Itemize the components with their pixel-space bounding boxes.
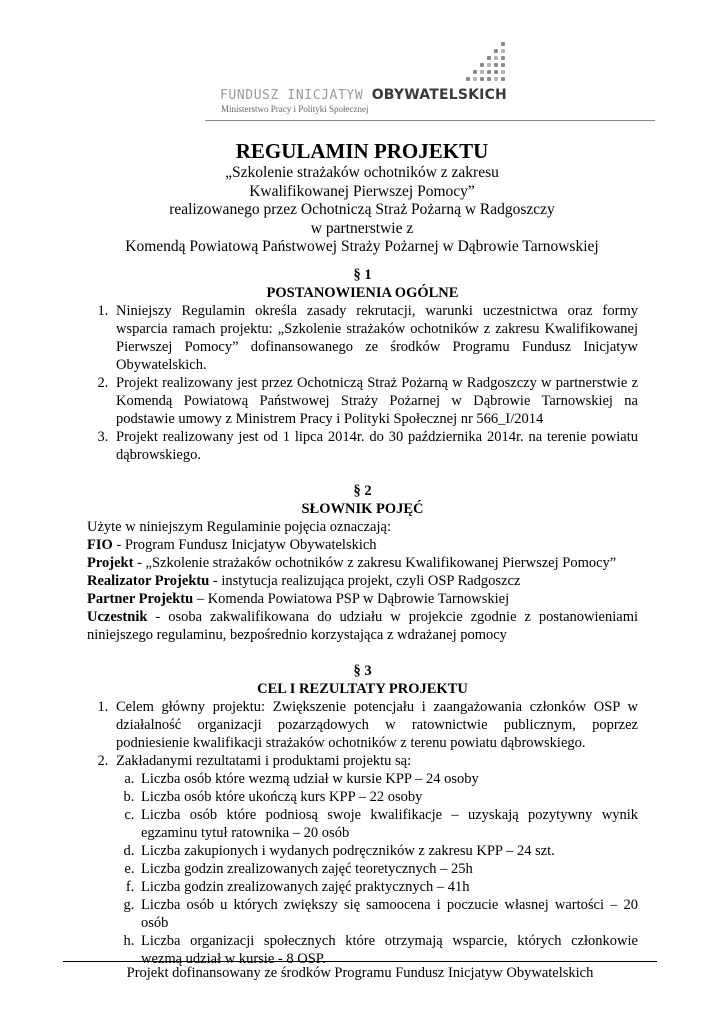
- logo-light-text: FUNDUSZ INICJATYW: [220, 88, 372, 103]
- logo-dot: [501, 42, 505, 46]
- results-intro: Zakładanymi rezultatami i produktami projektu są:: [116, 753, 412, 769]
- logo-dot: [487, 77, 491, 81]
- logo-subtitle: Ministerstwo Pracy i Polityki Społecznej: [221, 104, 369, 114]
- section-3-list: [87, 698, 638, 968]
- section-2: [87, 482, 638, 644]
- logo-dots-icon: [466, 42, 506, 82]
- subtitle-line: Kwalifikowanej Pierwszej Pomocy”: [249, 182, 475, 200]
- section-number: § 2: [353, 483, 372, 499]
- list-item: 1. Celem główny projektu: Zwiększenie potencjału i zaangażowania członków OSP w działalność organizacji pozarządowych w ratownictwie publicznym, poprzez podniesienie kwalifikacji strażaków ochotników z terenu powiatu dąbrowskiego.: [112, 698, 638, 752]
- logo-dot: [473, 70, 477, 74]
- glossary-term: Partner Projektu: [87, 591, 194, 607]
- result-item: c. Liczba osób które podniosą swoje kwalifikacje – uzyskają pozytywny wynik egzaminu tytuł ratownika – 20 osób: [138, 806, 638, 842]
- result-item: d. Liczba zakupionych i wydanych podręczników z zakresu KPP – 24 szt.: [138, 842, 638, 860]
- glossary-definition: - Program Fundusz Inicjatyw Obywatelskich: [112, 537, 377, 553]
- glossary-definition: – Komenda Powiatowa PSP w Dąbrowie Tarnowskiej: [193, 591, 510, 607]
- subtitle-line: w partnerstwie z: [310, 219, 414, 237]
- glossary-term: Realizator Projektu: [87, 573, 210, 589]
- title-block: [90, 138, 634, 257]
- footer-note: Projekt dofinansowany ze środków Programu Fundusz Inicjatyw Obywatelskich: [126, 965, 594, 981]
- list-item: [112, 752, 638, 968]
- header-divider: [205, 120, 655, 121]
- subtitle-line: „Szkolenie strażaków ochotników z zakresu: [225, 164, 499, 181]
- logo-dot: [480, 63, 484, 67]
- glossary-term: Projekt: [87, 555, 134, 571]
- glossary-definition: - instytucja realizująca projekt, czyli OSP Radgoszcz: [209, 573, 521, 589]
- fio-logo: [220, 86, 510, 104]
- subtitle-line: realizowanego przez Ochotniczą Straż Pożarną w Radgoszczy: [169, 201, 555, 218]
- logo-dot: [487, 63, 491, 67]
- result-item: b. Liczba osób które ukończą kurs KPP – 22 osoby: [138, 788, 638, 806]
- document-body: [87, 266, 638, 968]
- footer-divider: [63, 961, 657, 962]
- logo-bold-text: OBYWATELSKICH: [371, 87, 507, 103]
- glossary-term: Uczestnik: [87, 609, 148, 625]
- document-title: REGULAMIN PROJEKTU: [235, 139, 489, 163]
- results-list: [116, 770, 638, 968]
- glossary-entry: [87, 554, 638, 572]
- section-number: § 1: [353, 267, 372, 283]
- logo-dot: [480, 77, 484, 81]
- logo-dot: [487, 56, 491, 60]
- logo-dot: [501, 49, 505, 53]
- glossary-term: FIO: [87, 537, 113, 553]
- list-item: 3. Projekt realizowany jest od 1 lipca 2014r. do 30 października 2014r. na terenie powiatu dąbrowskiego.: [112, 428, 638, 464]
- section-title: CEL I REZULTATY PROJEKTU: [257, 681, 468, 697]
- logo-dot: [494, 63, 498, 67]
- logo-dot: [473, 77, 477, 81]
- list-item: 1. Niniejszy Regulamin określa zasady rekrutacji, warunki uczestnictwa oraz formy wsparcia ramach projektu: „Szkolenie strażaków ochotników z zakresu Kwalifikowanej Pierwszej Pomocy” dofinansowanego ze środków Programu Fundusz Inicjatyw Obywatelskich.: [112, 302, 638, 374]
- list-item: 2. Projekt realizowany jest przez Ochotniczą Straż Pożarną w Radgoszczy w partnerstwie z Komendą Powiatową Państwowej Straży Pożarnej w Dąbrowie Tarnowskiej na podstawie umowy z Ministrem Pracy i Polityki Społecznej nr 566_I/2014: [112, 374, 638, 428]
- glossary-definition: - osoba zakwalifikowana do udziału w projekcie zgodnie z postanowieniami niniejszego regulaminu, bezpośrednio korzystająca z wdrażanej pomocy: [87, 609, 638, 643]
- section-title: POSTANOWIENIA OGÓLNE: [266, 285, 459, 301]
- logo-dot: [501, 77, 505, 81]
- result-item: h. Liczba organizacji społecznych które otrzymają wsparcie, których członkowie wezmą udział w kursie - 8 OSP.: [138, 932, 638, 968]
- section-1: [87, 266, 638, 464]
- result-item: e. Liczba godzin zrealizowanych zajęć teoretycznych – 25h: [138, 860, 638, 878]
- glossary-entry: [87, 608, 638, 644]
- section-title: SŁOWNIK POJĘĆ: [301, 501, 424, 517]
- logo-dot: [466, 77, 470, 81]
- section-number: § 3: [353, 663, 372, 679]
- logo-dot: [494, 49, 498, 53]
- result-item: a. Liczba osób które wezmą udział w kursie KPP – 24 osoby: [138, 770, 638, 788]
- logo-dot: [480, 70, 484, 74]
- glossary-intro: Użyte w niniejszym Regulaminie pojęcia oznaczają:: [87, 519, 391, 535]
- glossary-definition: - „Szkolenie strażaków ochotników z zakresu Kwalifikowanej Pierwszej Pomocy”: [133, 555, 617, 571]
- logo-dot: [494, 56, 498, 60]
- glossary-entry: [87, 590, 638, 608]
- logo-dot: [487, 70, 491, 74]
- logo-dot: [501, 70, 505, 74]
- section-3: [87, 662, 638, 968]
- glossary-entry: [87, 572, 638, 590]
- result-item: f. Liczba godzin zrealizowanych zajęć praktycznych – 41h: [138, 878, 638, 896]
- glossary-entry: [87, 536, 638, 554]
- logo-dot: [494, 70, 498, 74]
- section-1-list: [87, 302, 638, 464]
- result-item: g. Liczba osób u których zwiększy się samoocena i poczucie własnej wartości – 20 osób: [138, 896, 638, 932]
- logo-dot: [501, 63, 505, 67]
- logo-dot: [501, 56, 505, 60]
- logo-dot: [494, 77, 498, 81]
- subtitle-line: Komendą Powiatową Państwowej Straży Pożarnej w Dąbrowie Tarnowskiej: [125, 238, 599, 255]
